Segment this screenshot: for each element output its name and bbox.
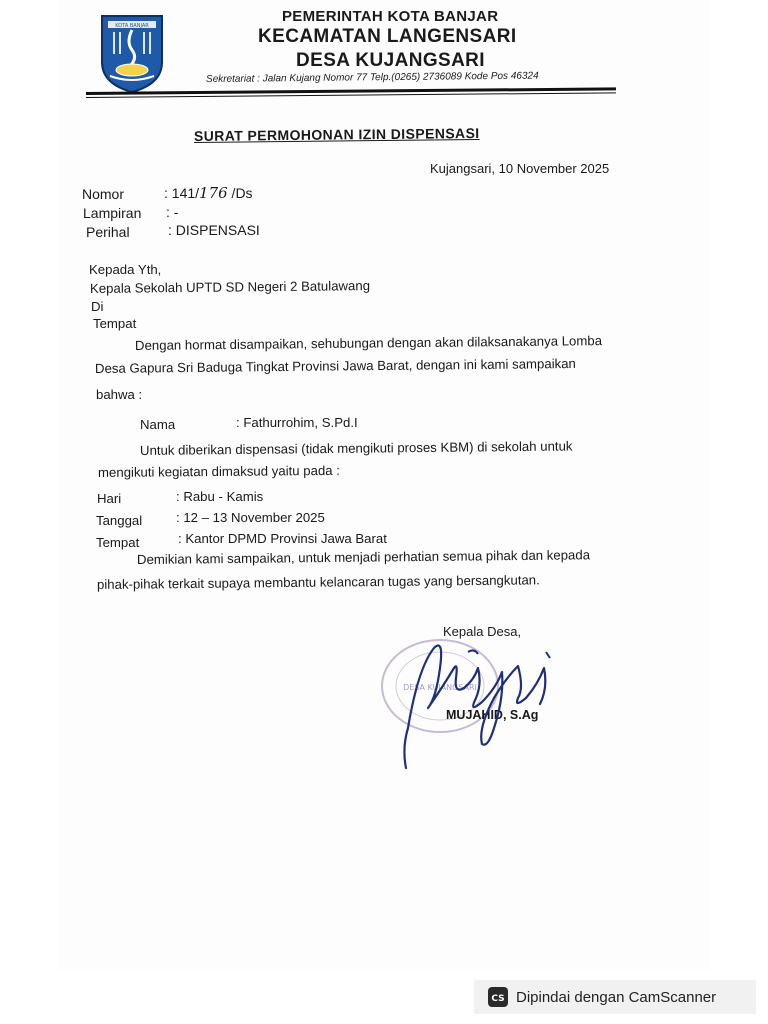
tanggal-label: Tanggal xyxy=(96,513,143,528)
lampiran-label: Lampiran xyxy=(83,205,142,221)
handwritten-signature-icon xyxy=(398,628,568,778)
perihal-label: Perihal xyxy=(86,224,130,240)
camscanner-icon xyxy=(488,987,508,1007)
nomor-prefix: : 141/ xyxy=(164,185,200,201)
opening-line-2: Desa Gapura Sri Baduga Tingkat Provinsi Jawa Barat, dengan ini kami sampaikan xyxy=(94,355,576,376)
tempat-value: : Kantor DPMD Provinsi Jawa Barat xyxy=(178,531,387,546)
nomor-handwritten: 176 xyxy=(199,184,228,202)
recipient-line-2: Kepala Sekolah UPTD SD Negeri 2 Batulawang xyxy=(89,278,371,296)
nomor-value xyxy=(164,184,253,202)
letter-date: Kujangsari, 10 November 2025 xyxy=(430,161,610,176)
camscanner-badge xyxy=(474,980,756,1014)
tanggal-value: : 12 – 13 November 2025 xyxy=(176,510,325,525)
letterhead-address: Sekretariat : Jalan Kujang Nomor 77 Telp.(0265) 2736089 Kode Pos 46324 xyxy=(205,70,539,85)
lampiran-value: : - xyxy=(166,204,179,220)
nomor-label: Nomor xyxy=(82,186,125,202)
document-page xyxy=(58,0,710,970)
opening-line-3: bahwa : xyxy=(96,387,143,402)
hari-label: Hari xyxy=(97,491,122,506)
nomor-suffix: /Ds xyxy=(227,185,253,201)
purpose-line-2: mengikuti kegiatan dimaksud yaitu pada : xyxy=(97,462,340,480)
svg-text:CS: CS xyxy=(491,994,505,1004)
hari-value: : Rabu - Kamis xyxy=(176,489,264,504)
signatory-title: Kepala Desa, xyxy=(443,624,522,639)
recipient-line-4: Tempat xyxy=(93,316,137,331)
nama-value: : Fathurrohim, S.Pd.I xyxy=(236,415,358,430)
signatory-name: MUJAHID, S.Ag xyxy=(446,708,539,722)
tempat-label: Tempat xyxy=(96,535,140,550)
letterhead-village: DESA KUJANGSARI xyxy=(296,50,485,71)
closing-line-2: pihak-pihak terkait supaya membantu kelancaran tugas yang bersangkutan. xyxy=(96,572,540,592)
svg-text:DESA KUJANGSARI: DESA KUJANGSARI xyxy=(403,683,477,692)
camscanner-text: Dipindai dengan CamScanner xyxy=(516,988,717,1006)
city-logo-icon xyxy=(96,12,168,94)
perihal-value: : DISPENSASI xyxy=(168,222,260,238)
purpose-line-1: Untuk diberikan dispensasi (tidak mengikuti proses KBM) di sekolah untuk xyxy=(139,438,573,458)
letterhead-government: PEMERINTAH KOTA BANJAR xyxy=(282,8,499,25)
opening-line-1: Dengan hormat disampaikan, sehubungan dengan akan dilaksanakanya Lomba xyxy=(134,333,603,353)
svg-text:KOTA BANJAR: KOTA BANJAR xyxy=(115,23,149,29)
nama-label: Nama xyxy=(140,417,176,432)
recipient-line-1: Kepada Yth, xyxy=(89,262,162,277)
letterhead-district: KECAMATAN LANGENSARI xyxy=(258,26,517,47)
closing-line-1: Demikian kami sampaikan, untuk menjadi perhatian semua pihak dan kepada xyxy=(136,547,591,567)
letter-title: SURAT PERMOHONAN IZIN DISPENSASI xyxy=(193,125,480,144)
recipient-line-3: Di xyxy=(91,299,104,314)
